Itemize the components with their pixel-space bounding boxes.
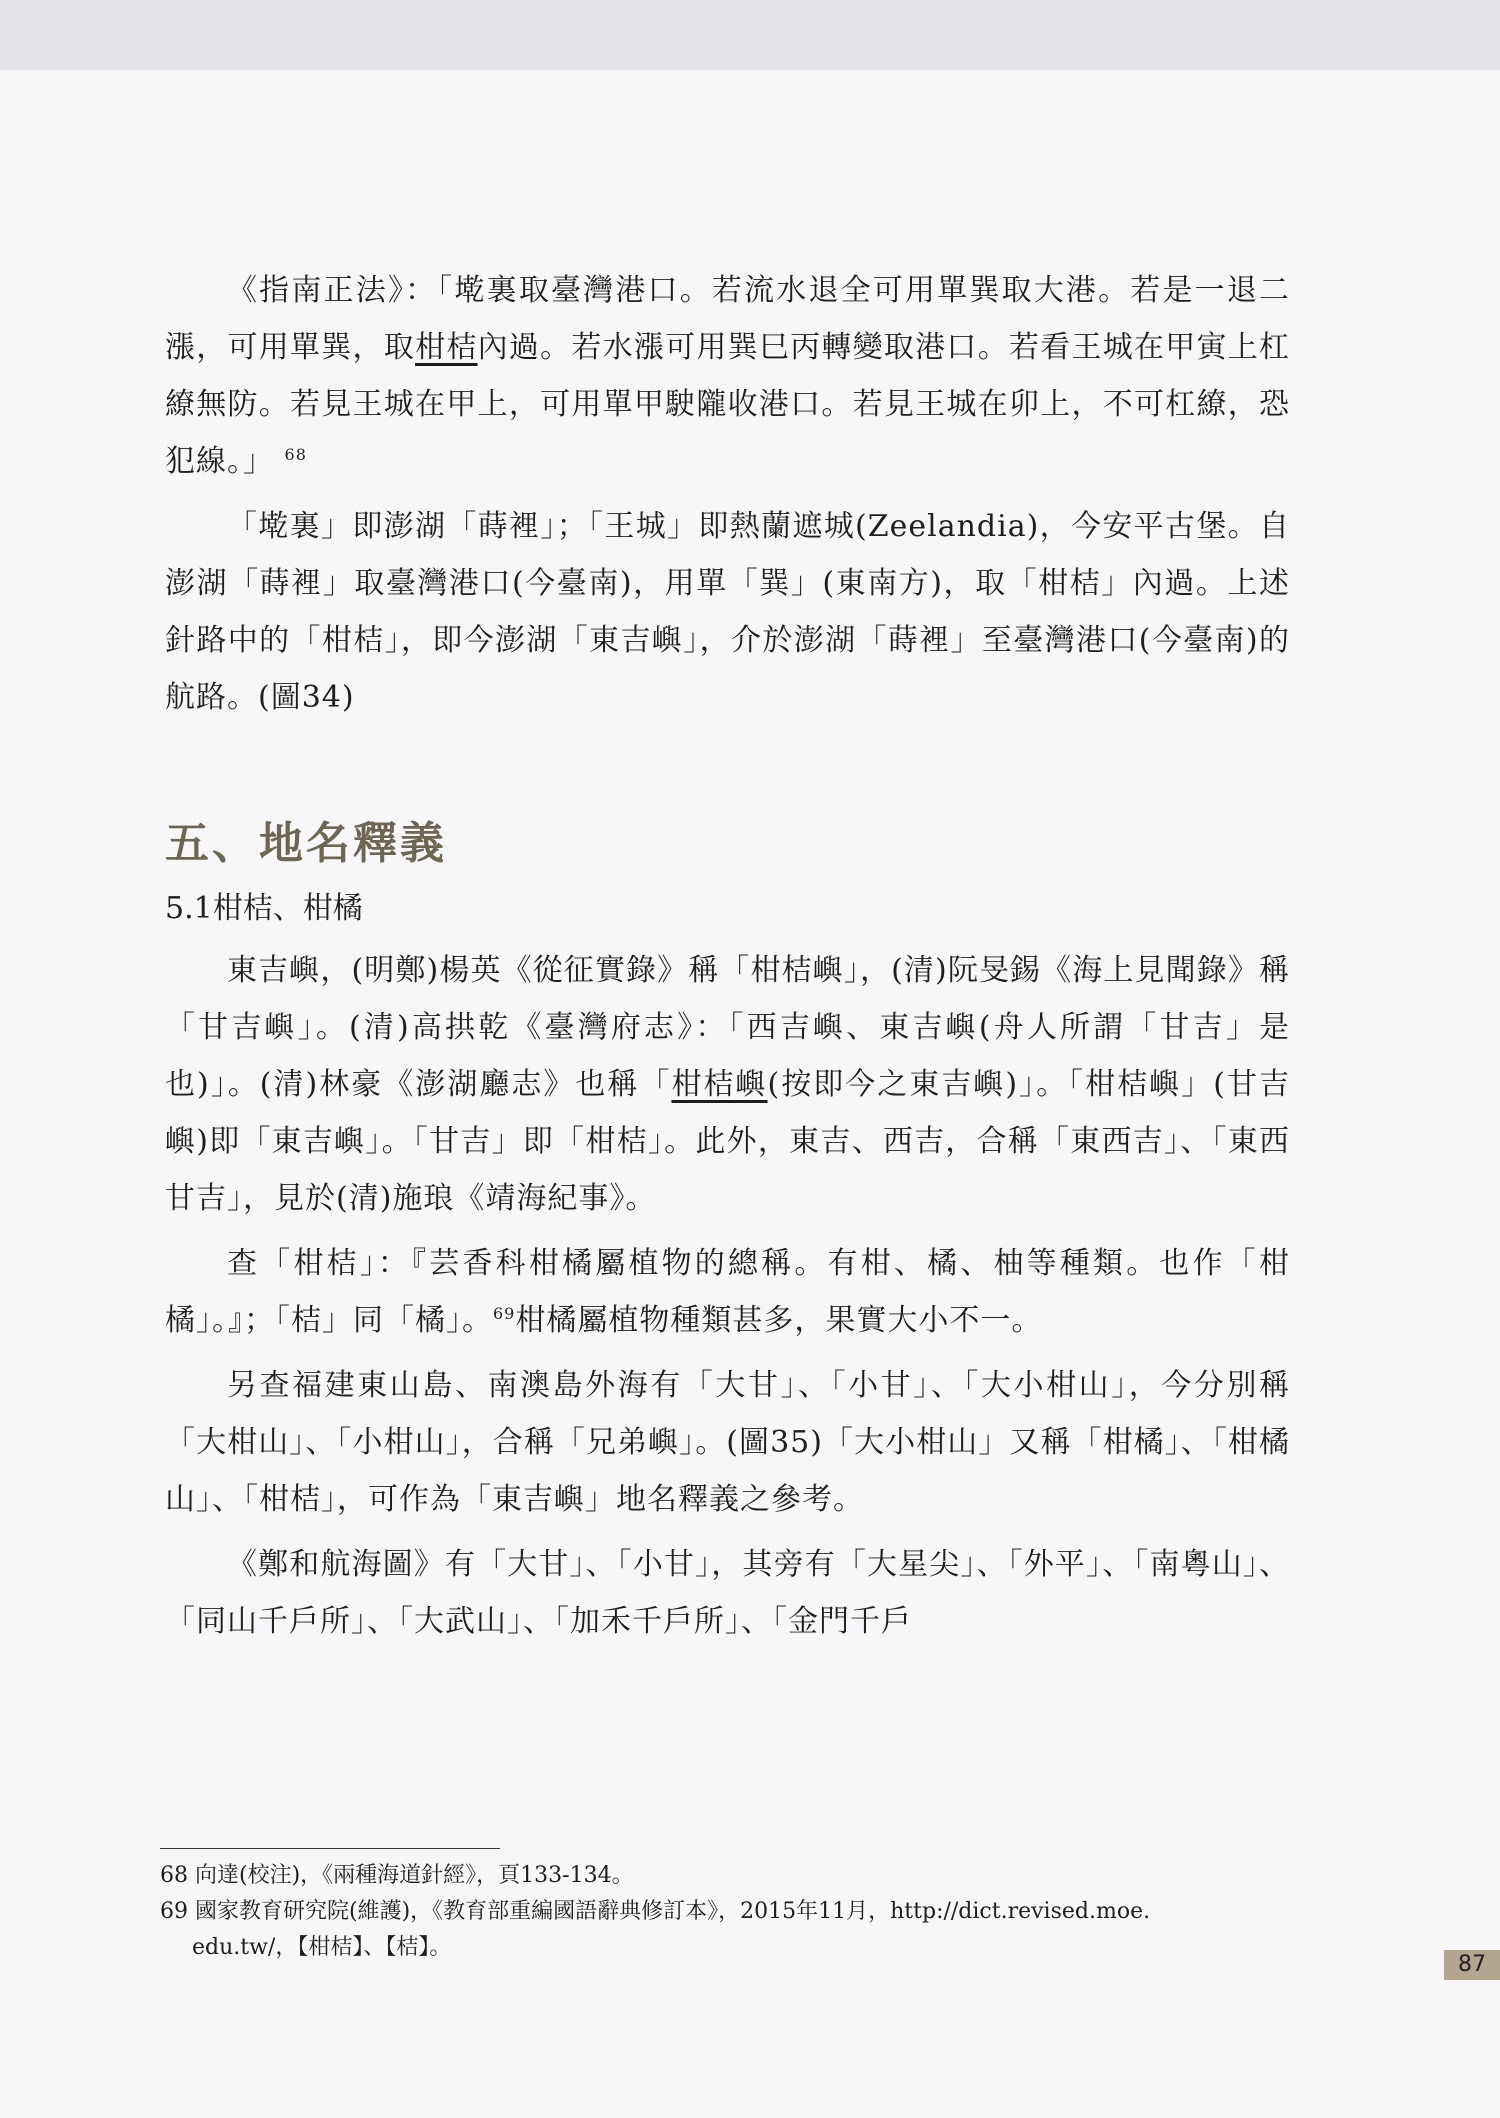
page-content: [165, 262, 1290, 1650]
paragraph-quote: [165, 262, 1290, 490]
paragraph-citrus-rest: 柑橘屬植物種類甚多，果實大小不一。: [515, 1303, 1043, 1338]
page-number: 87: [1444, 1950, 1500, 1980]
footnote-69-continued: edu.tw/，【柑桔】、【桔】。: [192, 1935, 452, 1960]
section-title: 五、地名釋義: [165, 818, 447, 869]
footnotes: [160, 1858, 1285, 1966]
footnote-ref-68[interactable]: 68: [284, 445, 307, 464]
paragraph-citrus: [165, 1235, 1290, 1349]
paragraph-dongji: [165, 942, 1290, 1227]
footnote-69: 69 國家教育研究院(維護)，《教育部重編國語辭典修訂本》，2015年11月，http://dict.revised.moe.: [160, 1899, 1151, 1924]
subsection-title: 5.1柑桔、柑橘: [165, 891, 363, 926]
underlined-term: 柑桔嶼: [671, 1067, 768, 1102]
paragraph-zhenghe: 《鄭和航海圖》有「大甘」、「小甘」，其旁有「大星尖」、「外平」、「南粵山」、「同山千戶所」、「大武山」、「加禾千戶所」、「金門千戶: [165, 1547, 1290, 1639]
underlined-term: 柑桔: [415, 330, 478, 365]
paragraph-citrus-text: 查「柑桔」：『芸香科柑橘屬植物的總稱。有柑、橘、柚等種類。也作「柑橘」。』；「桔」同「橘」。: [165, 1246, 1290, 1338]
footnote-ref-69[interactable]: 69: [493, 1304, 516, 1323]
scan-top-band: [0, 0, 1500, 70]
paragraph-dongji-text: 東吉嶼，(明鄭)楊英《從征實錄》稱「柑桔嶼」，(清)阮旻錫《海上見聞錄》稱「甘吉嶼」。(清)高拱乾《臺灣府志》：「西吉嶼、東吉嶼(舟人所謂「甘吉」是也)」。(清)林豪《澎湖廳志》也稱「: [165, 953, 1290, 1102]
footnote-divider: [160, 1848, 500, 1849]
paragraph-explanation: 「墘裏」即澎湖「蒔裡」；「王城」即熱蘭遮城(Zeelandia)，今安平古堡。自澎湖「蒔裡」取臺灣港口(今臺南)，用單「巽」(東南方)，取「柑桔」內過。上述針路中的「柑桔」，即今澎湖「東吉嶼」，介於澎湖「蒔裡」至臺灣港口(今臺南)的航路。(圖34): [165, 509, 1290, 715]
paragraph-quote-rest: 內過。若水漲可用巽巳丙轉變取港口。若看王城在甲寅上杠繚無防。若見王城在甲上，可用單甲駛隴收港口。若見王城在卯上，不可杠繚，恐犯線。」: [165, 330, 1291, 479]
paragraph-fujian: 另查福建東山島、南澳島外海有「大甘」、「小甘」、「大小柑山」，今分別稱「大柑山」、「小柑山」，合稱「兄弟嶼」。(圖35)「大小柑山」又稱「柑橘」、「柑橘山」、「柑桔」，可作為「東吉嶼」地名釋義之參考。: [165, 1368, 1290, 1517]
paragraph-dongji-rest: (按即今之東吉嶼)」。「柑桔嶼」(甘吉嶼)即「東吉嶼」。「甘吉」即「柑桔」。此外，東吉、西吉，合稱「東西吉」、「東西甘吉」，見於(清)施琅《靖海紀事》。: [165, 1067, 1290, 1216]
footnote-68: 68 向達(校注)，《兩種海道針經》，頁133-134。: [160, 1863, 634, 1888]
paragraph-quote-text: 《指南正法》：「墘裏取臺灣港口。若流水退全可用單巽取大港。若是一退二漲，可用單巽，取: [165, 273, 1290, 365]
